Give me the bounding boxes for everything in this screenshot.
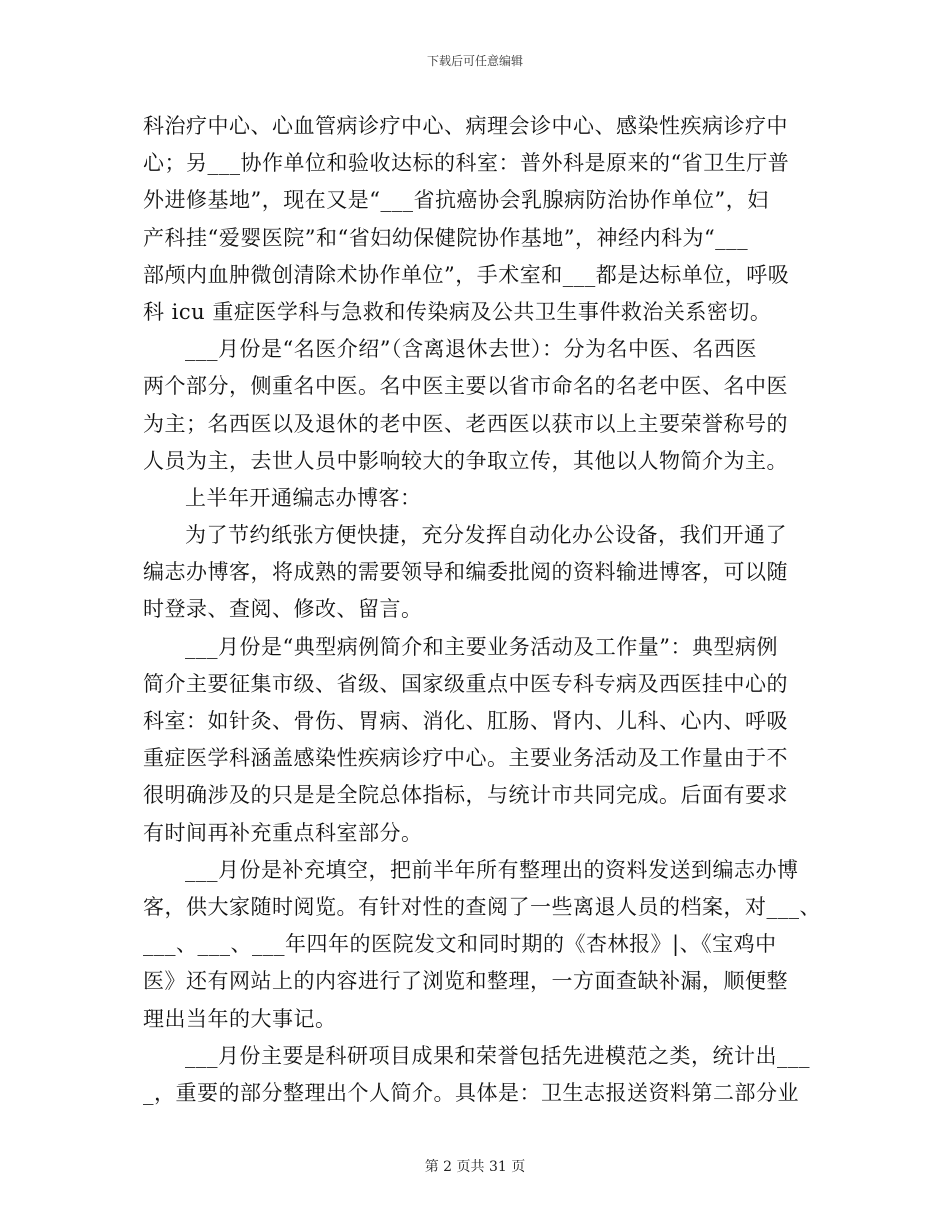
text-line: ___月份是补充填空，把前半年所有整理出的资料发送到编志办博: [185, 857, 799, 882]
text-line: 医》还有网站上的内容进行了浏览和整理，一方面查缺补漏，顺便整: [143, 969, 788, 994]
text-line: 部颅内血肿微创清除术协作单位”，手术室和___都是达标单位，呼吸: [143, 262, 790, 287]
text-line: 有时间再补充重点科室部分。: [143, 820, 423, 845]
text-line: 科室：如针灸、骨伤、胃病、消化、肛肠、肾内、儿科、心内、呼吸: [143, 709, 788, 733]
text-line: 心；另___协作单位和验收达标的科室：普外科是原来的“省卫生厅普: [143, 151, 790, 176]
text-line: 科 icu 重症医学科与急救和传染病及公共卫生事件救治关系密切。: [143, 299, 772, 324]
text-line: 为了节约纸张方便快捷，充分发挥自动化办公设备，我们开通了: [185, 523, 787, 548]
text-line: 上半年开通编志办博客：: [185, 485, 422, 510]
text-line: 简介主要征集市级、省级、国家级重点中医专科专病及西医挂中心的: [143, 671, 788, 696]
text-line: 编志办博客，将成熟的需要领导和编委批阅的资料输进博客，可以随: [143, 560, 788, 585]
text-line: 重症医学科涵盖感染性疾病诊疗中心。主要业务活动及工作量由于不: [143, 746, 788, 771]
text-line: 为主；名西医以及退休的老中医、老西医以获市以上主要荣誉称号的: [143, 411, 788, 436]
text-line: 客，供大家随时阅览。有针对性的查阅了一些离退人员的档案，对___、: [143, 894, 821, 919]
text-line: 两个部分，侧重名中医。名中医主要以省市命名的名老中医、名中医: [143, 374, 788, 399]
text-line: 产科挂“爱婴医院”和“省妇幼保健院协作基地”，神经内科为“___: [143, 225, 749, 250]
text-line: 很明确涉及的只是是全院总体指标，与统计市共同完成。后面有要求: [143, 783, 788, 808]
text-line: ___月份是“典型病例简介和主要业务活动及工作量”：典型病例: [185, 634, 778, 659]
text-line: _，重要的部分整理出个人简介。具体是：卫生志报送资料第二部分业: [143, 1080, 799, 1105]
text-line: ___月份主要是科研项目成果和荣誉包括先进模范之类，统计出___: [185, 1043, 810, 1068]
document-body: [143, 108, 821, 1112]
text-line: 时登录、查阅、修改、留言。: [143, 597, 423, 622]
page-footer: 第 2 页共 31 页: [424, 1159, 526, 1175]
text-line: 人员为主，去世人员中影响较大的争取立传，其他以人物简介为主。: [143, 448, 788, 473]
text-line: 科治疗中心、心血管病诊疗中心、病理会诊中心、感染性疾病诊疗中: [143, 114, 788, 138]
text-line: ___月份是“名医介绍”（含离退休去世）：分为名中医、名西医: [185, 337, 757, 362]
text-line: 外进修基地”，现在又是“___省抗癌协会乳腺病防治协作单位”，妇: [143, 188, 769, 213]
page-header: 下载后可任意编辑: [426, 54, 523, 68]
text-line: 理出当年的大事记。: [143, 1006, 337, 1031]
text-line: ___、___、___年四年的医院发文和同时期的《杏林报》|、《宝鸡中: [143, 932, 777, 957]
